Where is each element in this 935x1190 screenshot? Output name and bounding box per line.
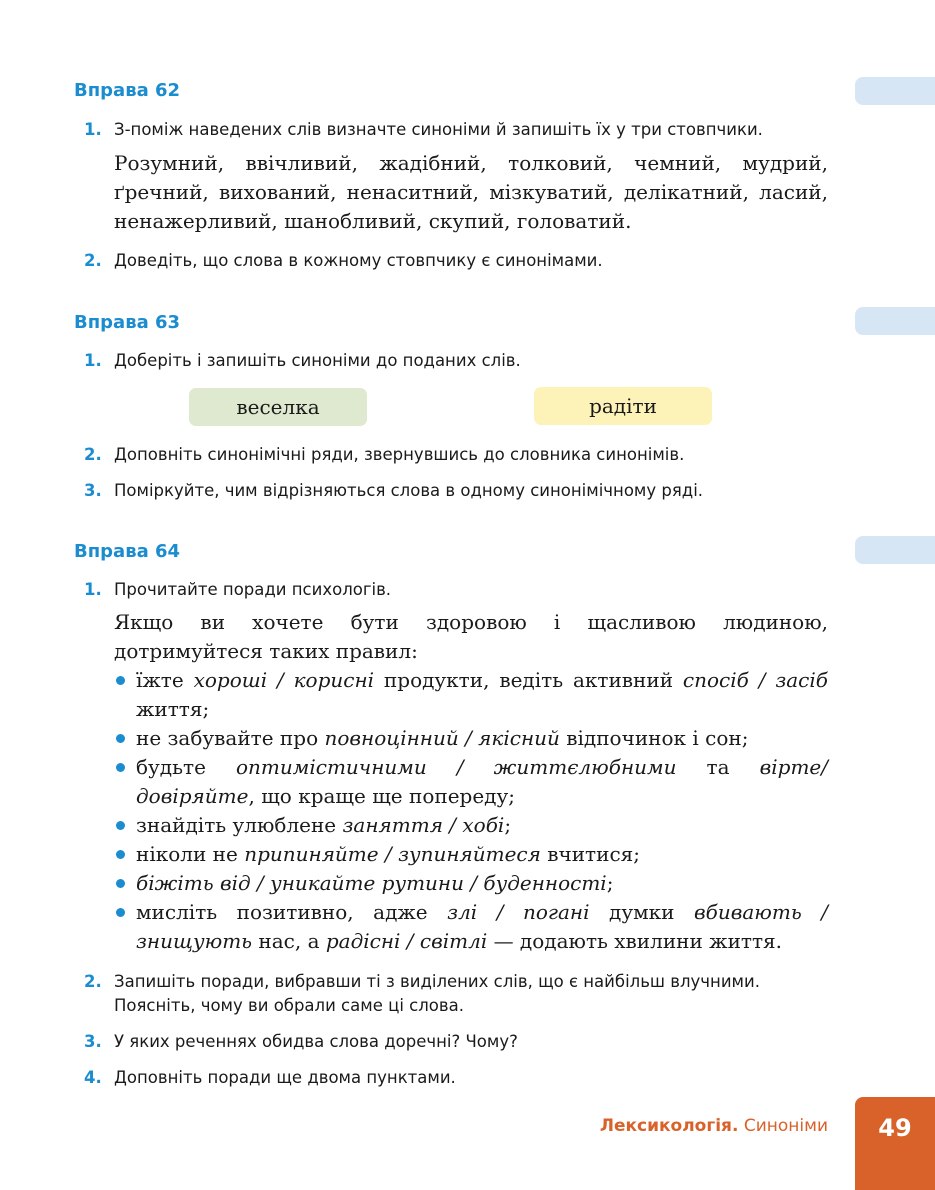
list-item <box>114 898 828 956</box>
task-text: Доповніть синонімічні ряди, звернувшись до словника синонімів. <box>114 445 685 464</box>
task-text: Прочитайте поради психологів. <box>114 580 392 599</box>
intro-text: Якщо ви хочете бути здоровою і щасливою людиною, дотримуйтеся таких правил: <box>114 610 828 663</box>
synonym-pair: повноцінний / якісний <box>324 726 560 750</box>
exercise-64-title: Вправа 64 <box>74 541 181 562</box>
exercise-64-task-3 <box>74 1030 834 1054</box>
list-item <box>114 869 828 898</box>
task-text: Поміркуйте, чим відрізняються слова в одному синонімічному ряді. <box>114 481 704 500</box>
plain-text: відпочинок і сон; <box>559 726 749 750</box>
task-number: 3. <box>84 481 102 500</box>
synonym-pair: вбивають / знищують <box>136 900 828 953</box>
plain-text: , що краще ще попереду; <box>248 784 515 808</box>
plain-text: їжте <box>136 668 194 692</box>
word-box-raditi: радіти <box>534 387 712 425</box>
page-number: 49 <box>878 1114 912 1142</box>
task-text: У яких реченнях обидва слова доречні? Чому? <box>114 1032 518 1051</box>
side-tab-64 <box>855 536 935 564</box>
page-number-tab <box>855 1097 935 1190</box>
list-item <box>114 666 828 724</box>
exercise-62-task-2 <box>74 249 834 273</box>
synonym-pair: радісні / світлі <box>325 929 488 953</box>
task-number: 2. <box>84 251 102 270</box>
synonym-pair: припиняйте / зупиняйтеся <box>244 842 541 866</box>
word-box-veselka: веселка <box>189 388 367 426</box>
plain-text: нас, а <box>252 929 326 953</box>
synonym-pair: оптимістичними / життєлюбними <box>236 755 677 779</box>
task-number: 4. <box>84 1068 102 1087</box>
exercise-63-task-1 <box>74 349 834 373</box>
plain-text: та <box>676 755 760 779</box>
exercise-64-task-1 <box>74 578 834 602</box>
task-number: 2. <box>84 445 102 464</box>
task-number: 1. <box>84 120 102 139</box>
exercise-64-task-2 <box>74 970 834 1018</box>
plain-text: життя; <box>136 697 210 721</box>
plain-text: — додають хвилини життя. <box>487 929 783 953</box>
plain-text: вчитися; <box>540 842 641 866</box>
advice-list <box>114 666 828 956</box>
exercise-63-task-3 <box>74 479 834 503</box>
synonym-pair: біжіть від / уникайте рутини / буденності <box>136 871 607 895</box>
synonym-pair: хороші / корисні <box>193 668 375 692</box>
task-number: 3. <box>84 1032 102 1051</box>
exercise-62-words <box>114 149 828 236</box>
word-list: Розумний, ввічливий, жадібний, толковий, чемний, мудрий, ґречний, вихований, ненаситний, мізкуватий, делікатний, ласий, ненажерливий, шанобливий, скупий, головатий. <box>114 151 828 233</box>
exercise-63-task-2 <box>74 443 834 467</box>
plain-text: продукти, ведіть активний <box>374 668 683 692</box>
side-tab-62 <box>855 77 935 105</box>
plain-text: мисліть позитивно, адже <box>136 900 448 924</box>
exercise-62-title: Вправа 62 <box>74 80 181 101</box>
task-text: З-поміж наведених слів визначте синоніми й запишіть їх у три стовпчики. <box>114 120 763 139</box>
plain-text: знайдіть улюблене <box>136 813 343 837</box>
task-text: Доберіть і запишіть синоніми до поданих слів. <box>114 351 521 370</box>
list-item <box>114 724 828 753</box>
task-text: Запишіть поради, вибравши ті з виділених слів, що є найбільш влучними. Поясніть, чому ви обрали саме ці слова. <box>114 972 760 1015</box>
plain-text: ; <box>606 871 614 895</box>
topic-name: Синоніми <box>743 1116 828 1136</box>
running-footer <box>600 1116 828 1136</box>
exercise-64-task-4 <box>74 1066 834 1090</box>
task-number: 1. <box>84 351 102 370</box>
plain-text: не забувайте про <box>136 726 325 750</box>
list-item <box>114 811 828 840</box>
list-item <box>114 840 828 869</box>
synonym-pair: злі / погані <box>447 900 590 924</box>
list-item <box>114 753 828 811</box>
exercise-62-task-1 <box>74 118 834 142</box>
synonym-pair: вірте/довіряйте <box>136 755 828 808</box>
plain-text: ; <box>504 813 512 837</box>
plain-text: думки <box>589 900 694 924</box>
section-name: Лексикологія. <box>599 1116 739 1136</box>
plain-text: будьте <box>136 755 236 779</box>
exercise-64-intro <box>114 608 828 666</box>
task-number: 2. <box>84 972 102 991</box>
task-text: Доповніть поради ще двома пунктами. <box>114 1068 456 1087</box>
synonym-pair: спосіб / засіб <box>682 668 828 692</box>
side-tab-63 <box>855 307 935 335</box>
plain-text: ніколи не <box>136 842 245 866</box>
synonym-pair: заняття / хобі <box>342 813 505 837</box>
task-text: Доведіть, що слова в кожному стовпчику є синонімами. <box>114 251 603 270</box>
exercise-63-title: Вправа 63 <box>74 312 181 333</box>
task-number: 1. <box>84 580 102 599</box>
